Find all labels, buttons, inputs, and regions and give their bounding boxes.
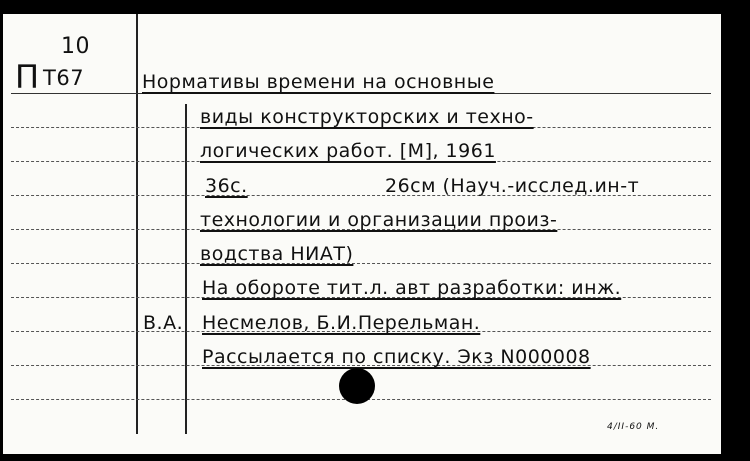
title-line-2: виды конструкторских и техно- bbox=[200, 106, 534, 128]
ink-blot bbox=[339, 368, 375, 404]
size-and-series: 26см (Науч.-исслед.ин-т bbox=[385, 175, 640, 197]
margin-initials: В.А. bbox=[143, 312, 184, 334]
pagination: 36с. bbox=[205, 175, 248, 197]
note-line-1: На обороте тит.л. авт разработки: инж. bbox=[202, 277, 622, 299]
series-line-3: водства НИАТ) bbox=[200, 243, 354, 265]
shelf-mark-top: 10 bbox=[61, 34, 90, 59]
catalog-card bbox=[3, 14, 721, 454]
title-line-3: логических работ. [М], 1961 bbox=[200, 140, 496, 162]
shelf-mark-bottom: Т67 bbox=[43, 66, 85, 90]
series-line-2: технологии и организации произ- bbox=[200, 209, 558, 231]
left-margin-rule bbox=[136, 14, 138, 434]
inner-margin-rule bbox=[185, 104, 187, 434]
ruled-line bbox=[11, 263, 711, 264]
title-line-1: Нормативы времени на основные bbox=[142, 71, 495, 93]
note-line-2: Несмелов, Б.И.Перельман. bbox=[202, 312, 481, 334]
ruled-line bbox=[11, 93, 711, 94]
shelf-mark-prefix: П bbox=[15, 58, 40, 96]
distribution-note: Рассылается по списку. Экз N000008 bbox=[202, 346, 591, 368]
date-initials-note: 4/II-60 M. bbox=[607, 422, 660, 432]
